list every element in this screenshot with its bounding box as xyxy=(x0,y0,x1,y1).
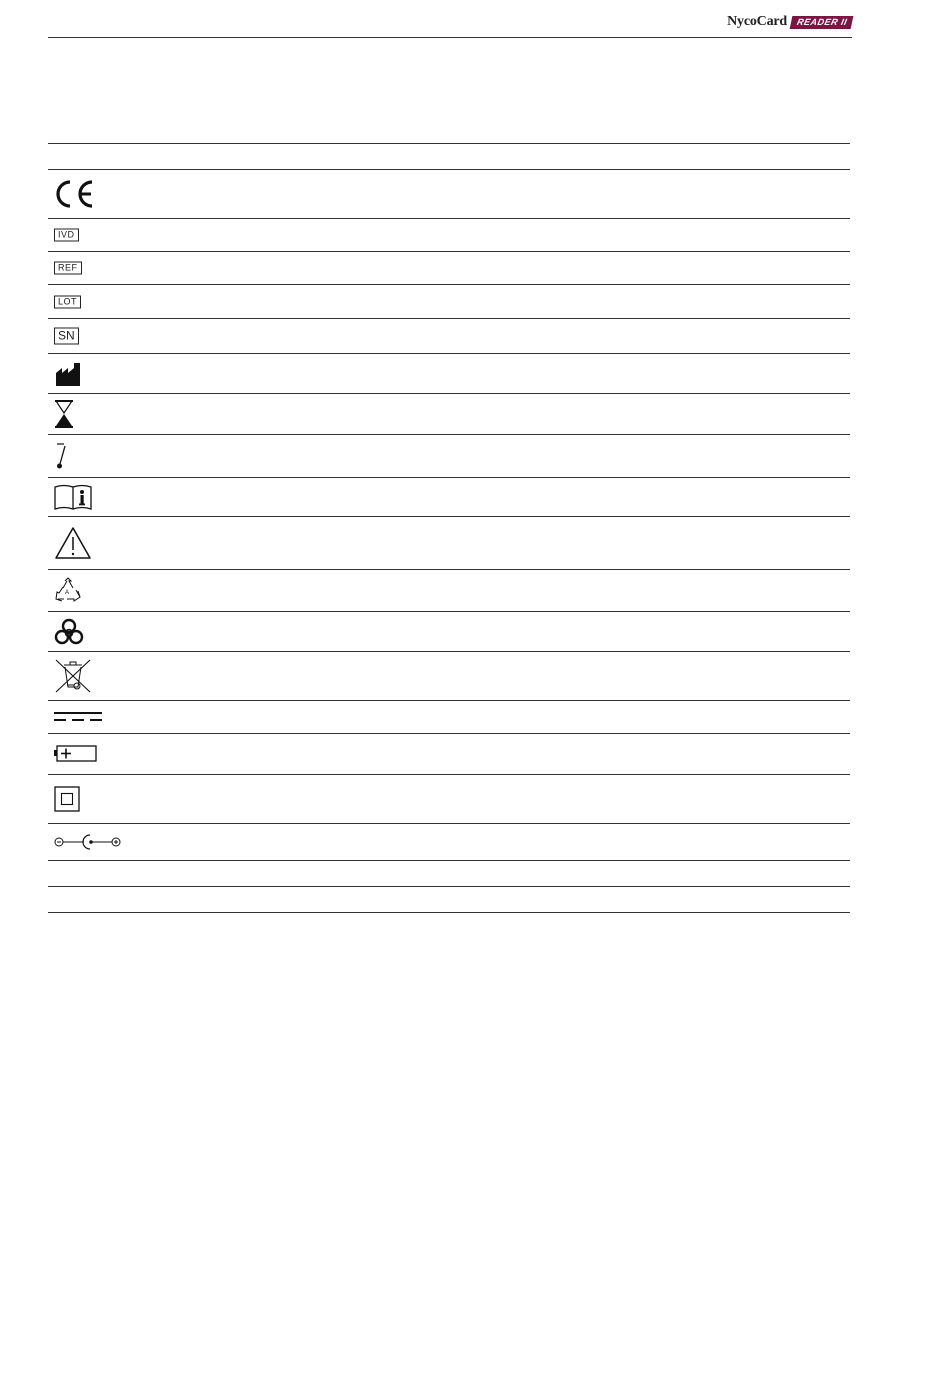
recycle-icon xyxy=(54,577,82,605)
table-row xyxy=(48,219,850,252)
brand-name: NycoCard xyxy=(727,14,787,29)
table-row xyxy=(48,734,850,775)
table-row xyxy=(48,570,850,612)
table-row xyxy=(48,701,850,734)
table-row xyxy=(48,517,850,570)
table-row xyxy=(48,285,850,319)
table-row xyxy=(48,170,850,219)
table-row xyxy=(48,861,850,887)
hourglass-icon xyxy=(54,400,74,428)
table-row xyxy=(48,612,850,652)
ce-mark-icon xyxy=(54,177,96,211)
brand-logo xyxy=(727,14,852,30)
class-ii-icon xyxy=(54,786,80,812)
weee-bin-icon xyxy=(54,658,92,694)
page-header xyxy=(48,0,852,38)
table-row xyxy=(48,252,850,285)
direct-current-icon xyxy=(54,711,102,723)
ivd-icon: IVD xyxy=(54,229,79,242)
svg-text:A: A xyxy=(65,589,70,596)
ref-icon: REF xyxy=(54,262,82,275)
table-row xyxy=(48,435,850,478)
table-row xyxy=(48,887,850,913)
serial-number-icon: SN xyxy=(54,328,79,345)
table-row xyxy=(48,319,850,354)
biohazard-icon xyxy=(54,618,84,646)
temperature-limit-icon xyxy=(54,442,72,470)
warning-icon xyxy=(54,526,92,560)
battery-icon xyxy=(54,744,98,764)
brand-badge: READER II xyxy=(790,16,854,29)
symbols-table xyxy=(48,143,850,913)
dc-polarity-icon xyxy=(54,834,122,850)
table-row xyxy=(48,652,850,701)
table-row xyxy=(48,824,850,861)
lot-icon: LOT xyxy=(54,295,81,308)
table-row xyxy=(48,354,850,394)
table-row xyxy=(48,394,850,435)
consult-instructions-icon xyxy=(54,484,92,510)
table-row xyxy=(48,775,850,824)
table-header-row xyxy=(48,144,850,170)
table-row xyxy=(48,478,850,517)
manufacturer-icon xyxy=(54,361,82,387)
